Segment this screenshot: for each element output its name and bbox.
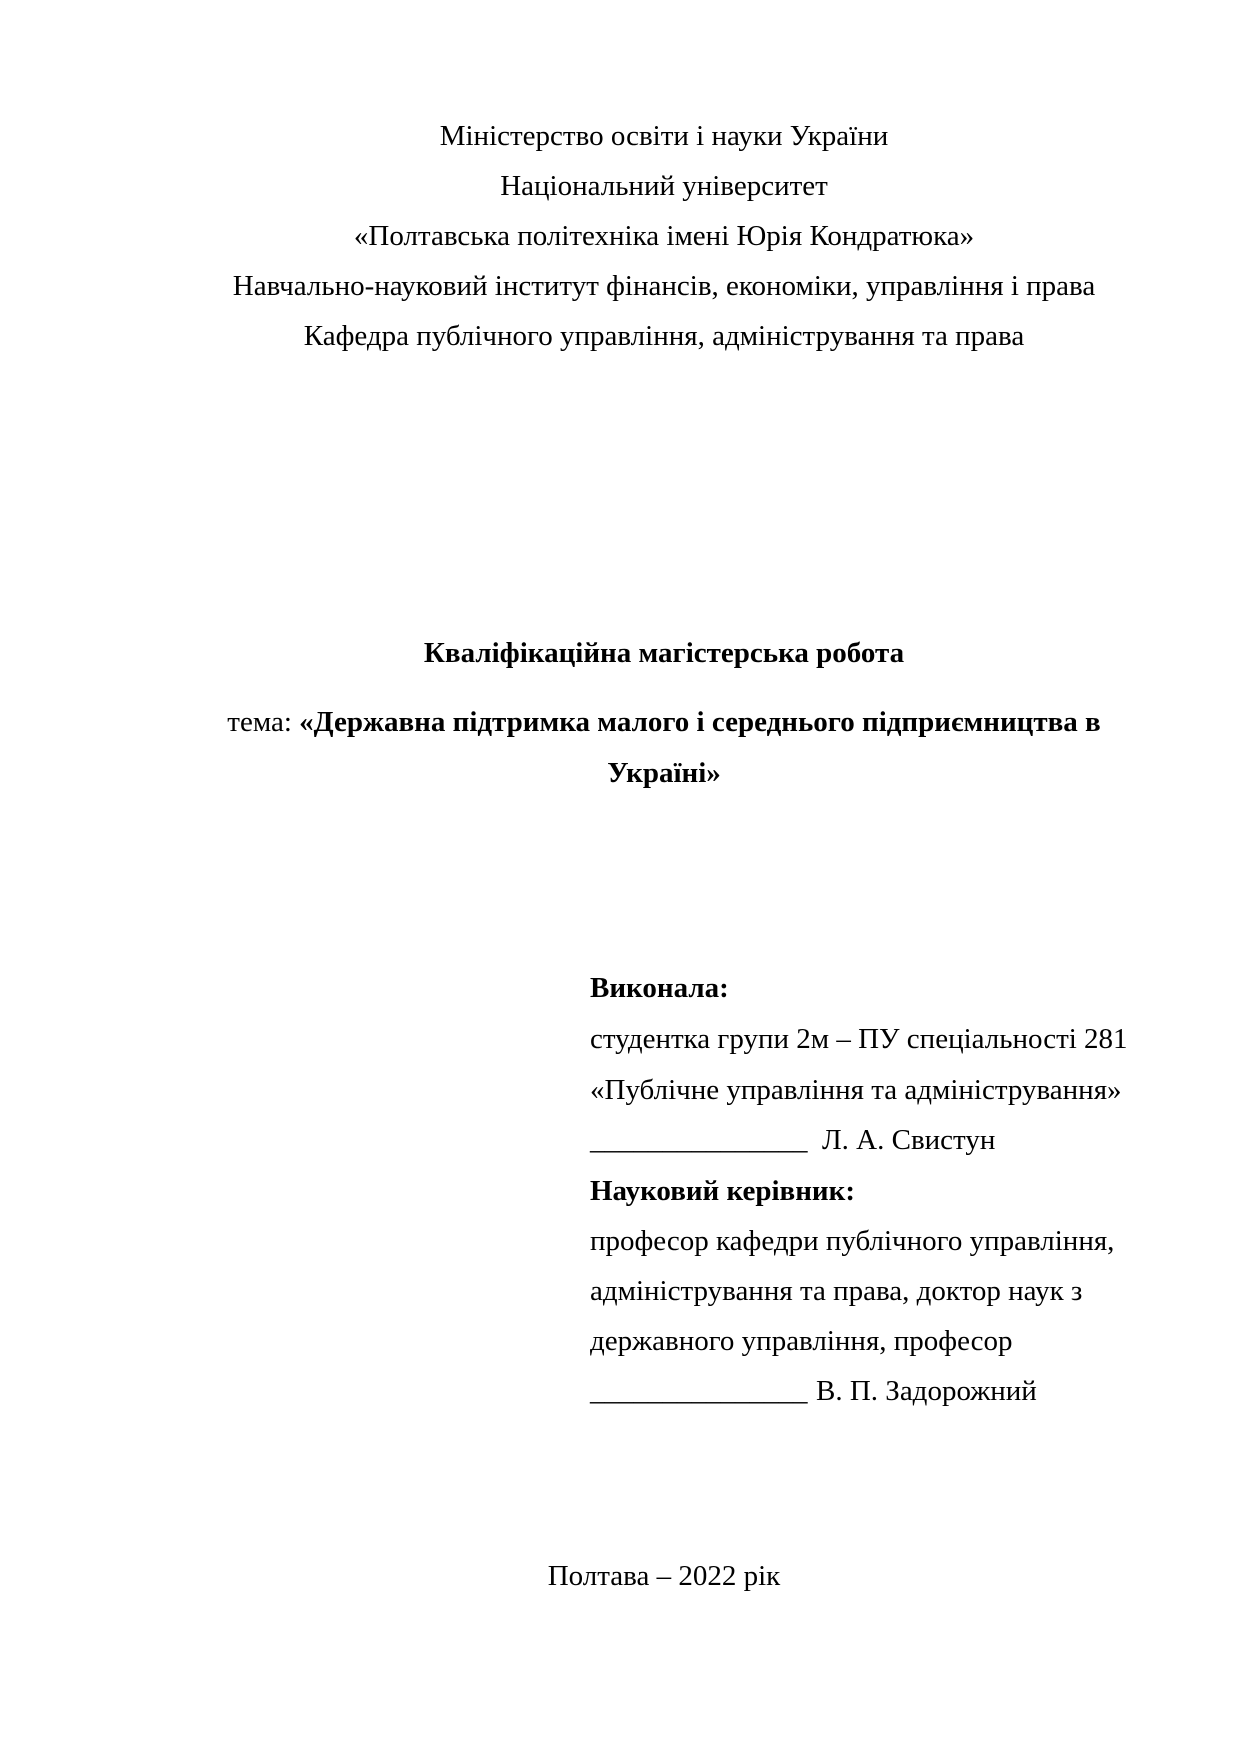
author-group: студентка групи 2м – ПУ спеціальності 281	[590, 1023, 1128, 1055]
supervisor-title-2: адміністрування та права, доктор наук з	[590, 1275, 1083, 1307]
topic-line-1: «Державна підтримка малого і середнього підприємництва в	[299, 706, 1101, 738]
author-heading: Виконала:	[590, 972, 729, 1004]
supervisor-name: В. П. Задорожний	[816, 1375, 1037, 1407]
supervisor-heading: Науковий керівник:	[590, 1175, 856, 1207]
topic-line-2: Україні»	[607, 757, 721, 789]
institute-line: Навчально-науковий інститут фінансів, економіки, управління і права	[232, 270, 1096, 302]
author-signature-blank: _______________	[590, 1124, 808, 1156]
author-specialty: «Публічне управління та адміністрування»	[590, 1074, 1122, 1106]
supervisor-title-1: професор кафедри публічного управління,	[590, 1225, 1115, 1257]
department-line: Кафедра публічного управління, адміністрування та права	[303, 320, 1025, 352]
supervisor-signature-blank: _______________	[590, 1375, 808, 1407]
author-name: Л. А. Свистун	[822, 1124, 996, 1156]
city-year: Полтава – 2022 рік	[547, 1560, 781, 1592]
topic-label: тема:	[227, 706, 300, 738]
university-line: Національний університет	[500, 170, 828, 202]
supervisor-title-3: державного управління, професор	[590, 1325, 1013, 1357]
ministry-line: Міністерство освіти і науки України	[439, 120, 889, 152]
university-name-line: «Полтавська політехніка імені Юрія Кондратюка»	[353, 220, 975, 252]
work-type: Кваліфікаційна магістерська робота	[423, 637, 905, 669]
